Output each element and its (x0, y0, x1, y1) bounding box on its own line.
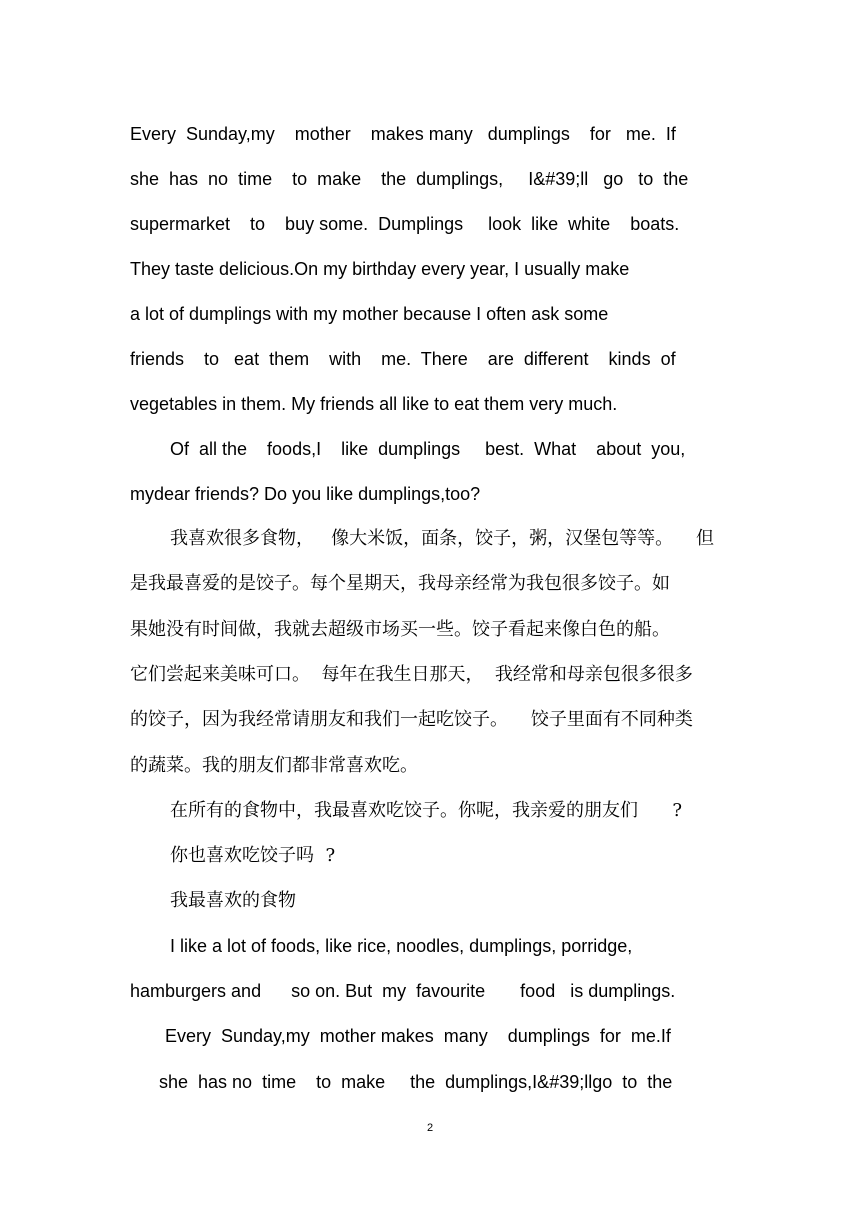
text-line: Every Sunday,my mother makes many dumplings for me. If (130, 124, 676, 144)
text-line: 我喜欢很多食物， 像大米饭，面条，饺子，粥，汉堡包等等。 但 (170, 528, 715, 549)
text-line: 的饺子，因为我经常请朋友和我们一起吃饺子。 饺子里面有不同种类 (130, 709, 693, 730)
page-number: 2 (426, 1122, 434, 1134)
text-line: 它们尝起来美味可口。 每年在我生日那天， 我经常和母亲包很多很多 (130, 664, 693, 685)
text-line: Every Sunday,my mother makes many dumplings for me.If (165, 1026, 671, 1046)
text-line: hamburgers and so on. But my favourite food is dumplings. (130, 981, 676, 1001)
text-line: friends to eat them with me. There are different kinds of (130, 349, 676, 369)
section-title: 我最喜欢的食物 (170, 890, 296, 911)
text-line: 是我最喜爱的是饺子。每个星期天，我母亲经常为我包很多饺子。如 (130, 573, 670, 594)
text-line: vegetables in them. My friends all like to eat them very much. (130, 394, 618, 414)
text-line: mydear friends? Do you like dumplings,too? (130, 484, 481, 504)
text-line: I like a lot of foods, like rice, noodles, dumplings, porridge, (170, 936, 633, 956)
text-line: a lot of dumplings with my mother because I often ask some (130, 304, 609, 324)
text-line: 你也喜欢吃饺子吗 ? (170, 845, 336, 866)
text-line: Of all the foods,I like dumplings best. What about you, (170, 439, 686, 459)
text-line: 果她没有时间做，我就去超级市场买一些。饺子看起来像白色的船。 (130, 619, 670, 640)
text-line: she has no time to make the dumplings, I&#39;ll go to the (130, 169, 689, 189)
text-line: she has no time to make the dumplings,I&#39;llgo to the (159, 1072, 673, 1092)
text-line: 在所有的食物中，我最喜欢吃饺子。你呢，我亲爱的朋友们 ? (170, 800, 682, 821)
text-line: 的蔬菜。我的朋友们都非常喜欢吃。 (130, 755, 418, 776)
text-line: They taste delicious.On my birthday every year, I usually make (130, 259, 630, 279)
text-line: supermarket to buy some. Dumplings look like white boats. (130, 214, 680, 234)
